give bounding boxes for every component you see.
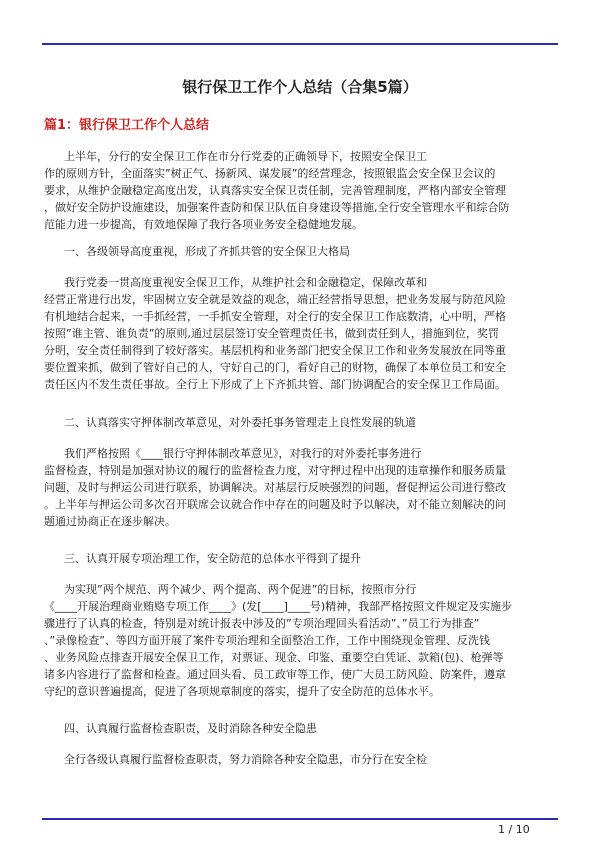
paragraph-line: 题通过协商正在逐步解决。 — [44, 515, 176, 528]
page-number: 1 / 10 — [498, 823, 530, 836]
paragraph-line: 要位置来抓，做到了管好自己的人，守好自己的门，看好自己的财物，确保了本单位员工和安全 — [44, 361, 506, 374]
section-heading: 篇1：银行保卫工作个人总结 — [44, 118, 210, 133]
paragraph-line: 问题，及时与押运公司进行联系，协调解决。对基层行反映强烈的问题，督促押运公司进行整改 — [44, 481, 506, 494]
paragraph-line: 全行各级认真履行监督检查职责，努力消除各种安全隐患，市分行在安全检 — [64, 753, 427, 766]
subsection-heading: 四、认真履行监督检查职责，及时消除各种安全隐患 — [64, 722, 317, 735]
paragraph-line: 、”录像检查”、等四方面开展了案件专项治理和全面整治工作，工作中围绕现金管理、反洗钱 — [44, 634, 490, 647]
header-rule — [42, 43, 558, 45]
paragraph-line: 监督检查，特别是加强对协议的履行的监督检查力度，对守押过程中出现的违章操作和服务质量 — [44, 464, 506, 477]
paragraph-line: 《____开展治理商业贿赂专项工作____》(发[____]____号)精神，我部严格按照文件规定及实施步 — [44, 600, 513, 613]
subsection-heading: 三、认真开展专项治理工作，安全防范的总体水平得到了提升 — [64, 552, 361, 565]
paragraph-line: 骤进行了认真的检查，特别是对统计报表中涉及的”专项治理回头看活动”、”员工行为排查” — [44, 617, 480, 630]
document-title: 银行保卫工作个人总结（合集5篇） — [182, 78, 418, 96]
paragraph-line: 责任区内不发生责任事故。全行上下形成了上下齐抓共管、部门协调配合的安全保卫工作局面。 — [44, 378, 506, 391]
paragraph-line: 要求，从维护金融稳定高度出发，认真落实安全保卫责任制，完善管理制度，严格内部安全管理 — [44, 184, 506, 197]
paragraph-line: 分明，安全责任制得到了较好落实。基层机构和业务部门把安全保卫工作和业务发展放在同等重 — [44, 344, 506, 357]
paragraph-line: 。上半年与押运公司多次召开联席会议就合作中存在的问题及时予以解决，对不能立刻解决的问 — [44, 498, 506, 511]
paragraph-line: 诸多内容进行了监督和检查。通过回头看、员工政审等工作，使广大员工防风险、防案件，遵章 — [44, 668, 506, 681]
paragraph-line: ，做好安全防护设施建设，加强案件查防和保卫队伍自身建设等措施,全行安全管理水平和综合防 — [44, 201, 510, 214]
paragraph-line: 为实现”两个规范、两个减少、两个提高、两个促进”的目标，按照市分行 — [64, 583, 417, 596]
subsection-heading: 一、各级领导高度重视，形成了齐抓共管的安全保卫大格局 — [64, 245, 350, 258]
paragraph-line: 我行党委一贯高度重视安全保卫工作，从维护社会和金融稳定，保障改革和 — [64, 276, 427, 289]
subsection-heading: 二、认真落实守押体制改革意见，对外委托事务管理走上良性发展的轨道 — [64, 416, 416, 429]
paragraph-line: 范能力进一步提高，有效地保障了我行各项业务安全稳健地发展。 — [44, 218, 363, 231]
paragraph-line: 、业务风险点排查开展安全保卫工作，对票证、现金、印鉴、重要空白凭证、款箱(包)、枪弹等 — [44, 651, 504, 664]
paragraph-line: 我们严格按照《____银行守押体制改革意见》，对我行的对外委托事务进行 — [64, 447, 422, 460]
footer-rule — [42, 818, 558, 820]
paragraph-line: 作的原则方针，全面落实”树正气、扬新风、谋发展”的经营理念，按照银监会安全保卫会议的 — [44, 167, 496, 180]
paragraph-line: 守纪的意识普遍提高，促进了各项规章制度的落实，提升了安全防范的总体水平。 — [44, 685, 440, 698]
paragraph-line: 按照”谁主管、谁负责”的原则,通过层层签订安全管理责任书，做到责任到人，措施到位，奖罚 — [44, 327, 499, 340]
paragraph-line: 经营正常进行出发，牢固树立安全就是效益的观念，端正经营指导思想，把业务发展与防范风险 — [44, 293, 506, 306]
paragraph-line: 上半年，分行的安全保卫工作在市分行党委的正确领导下，按照安全保卫工 — [64, 150, 427, 163]
paragraph-line: 有机地结合起来，一手抓经营，一手抓安全管理，对全行的安全保卫工作底数清，心中明，严格 — [44, 310, 506, 323]
